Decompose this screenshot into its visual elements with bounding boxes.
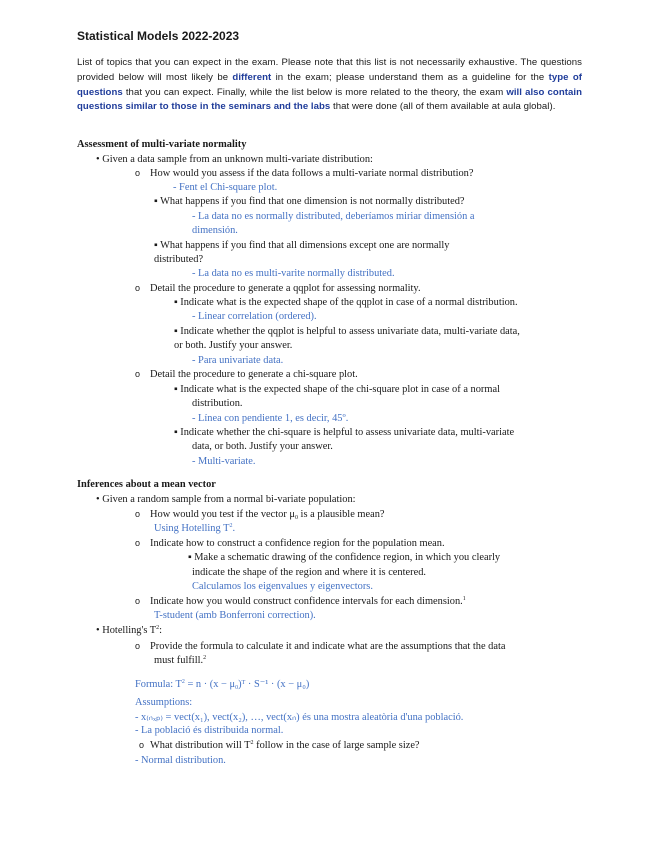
circle-bullet-icon: o [135, 641, 141, 651]
answer: - Linear correlation (ordered). [192, 311, 317, 322]
answer: - Multi-variate. [192, 456, 256, 467]
answer: - Fent el Chi-square plot. [173, 182, 278, 193]
sub-question: indicate the shape of the region and where it is centered. [192, 567, 426, 578]
answer: - La data no es normally distributed, deberíamos miriar dimensión a [192, 211, 475, 222]
circle-bullet-icon: o [135, 538, 141, 548]
sub-question: ▪ Make a schematic drawing of the confidence region, in which you clearly [188, 552, 501, 563]
assumption: - x₍ₙₓₚ₎ = vect(x₁), vect(x₂), …, vect(xₙ) és una mostra aleatòria d'una població. [135, 712, 464, 723]
circle-bullet-icon: o [139, 740, 145, 750]
question: How would you assess if the data follows a multi-variate normal distribution? [150, 168, 474, 179]
question: Detail the procedure to generate a chi-square plot. [150, 369, 358, 380]
answer: - La data no es multi-varite normally distributed. [192, 268, 395, 279]
bullet-item: • Given a random sample from a normal bi-variate population: [96, 494, 356, 505]
question: Provide the formula to calculate it and indicate what are the assumptions that the data [150, 641, 506, 652]
circle-bullet-icon: o [135, 168, 141, 178]
sub-question: ▪ Indicate what is the expected shape of the chi-square plot in case of a normal [174, 384, 500, 395]
section-heading-normality: Assessment of multi-variate normality [77, 139, 247, 150]
assumptions-label: Assumptions: [135, 697, 193, 708]
sub-question: or both. Justify your answer. [174, 340, 293, 351]
sub-question: ▪ Indicate whether the qqplot is helpful to assess univariate data, multi-variate data, [174, 326, 520, 337]
sub-question: distributed? [154, 254, 204, 265]
intro-text-4: that were done (all of them available at aula global). [330, 101, 556, 113]
intro-highlight-different: different [232, 71, 272, 83]
question: Detail the procedure to generate a qqplot for assessing normality. [150, 283, 421, 294]
intro-text-1: List of topics that you can expect in the exam. Please note that this list is not necessarily exhaustive. The questions provided below will most likely be [77, 57, 582, 83]
question: How would you test if the vector $\mu_0$ is a plausible mean? [150, 509, 385, 521]
circle-bullet-icon: o [135, 283, 141, 293]
intro-paragraph [77, 56, 582, 115]
question: Indicate how you would construct confidence intervals for each dimension.$^1$ [150, 596, 466, 607]
answer: Calculamos los eigenvalues y eigenvectors. [192, 581, 373, 592]
circle-bullet-icon: o [135, 369, 141, 379]
circle-bullet-icon: o [135, 509, 141, 519]
question: Indicate how to construct a confidence region for the population mean. [150, 538, 445, 549]
sub-question: data, or both. Justify your answer. [192, 441, 333, 452]
intro-highlight-type: type of questions [77, 71, 583, 98]
formula: Formula: $T^2 = n \cdot (x$ − $\mu_0)ᵀ \cdot S^{-1} \cdot (x - \mu_0)$ [135, 679, 310, 691]
bullet-item: • Hotelling's $T^2$: [96, 625, 163, 636]
sub-question: ▪ Indicate what is the expected shape of the qqplot in case of a normal distribution. [174, 297, 518, 308]
answer: - Línea con pendiente 1, es decir, 45º. [192, 413, 349, 424]
answer: dimensión. [192, 225, 238, 236]
sub-question: ▪ What happens if you find that all dimensions except one are normally [154, 240, 450, 251]
section-heading-mean-vector: Inferences about a mean vector [77, 479, 216, 490]
answer: Using Hotelling $T^2$. [154, 523, 236, 534]
answer: - Para univariate data. [192, 355, 284, 366]
bullet-item: • Given a data sample from an unknown multi-variate distribution: [96, 154, 373, 165]
assumption: - La població és distribuida normal. [135, 725, 284, 736]
intro-text-3: that you can expect. Finally, while the list below is more related to the theory, the exam [122, 86, 507, 98]
sub-question: ▪ What happens if you find that one dimension is not normally distributed? [154, 196, 465, 207]
sub-question: distribution. [192, 398, 243, 409]
answer: T-student (amb Bonferroni correction). [154, 610, 316, 621]
question: What distribution will $T^2$ follow in the case of large sample size? [150, 740, 420, 751]
intro-highlight-seminars: will also contain questions similar to those in the seminars and the labs [77, 86, 583, 113]
sub-question: ▪ Indicate whether the chi-square is helpful to assess univariate data, multi-variate [174, 427, 515, 438]
circle-bullet-icon: o [135, 596, 141, 606]
answer: - Normal distribution. [135, 755, 226, 766]
page-title: Statistical Models 2022-2023 [77, 29, 240, 43]
question: must fulfill.$^2$ [154, 655, 207, 666]
intro-text-2: in the exam; please understand them as a guideline for the [271, 71, 549, 83]
